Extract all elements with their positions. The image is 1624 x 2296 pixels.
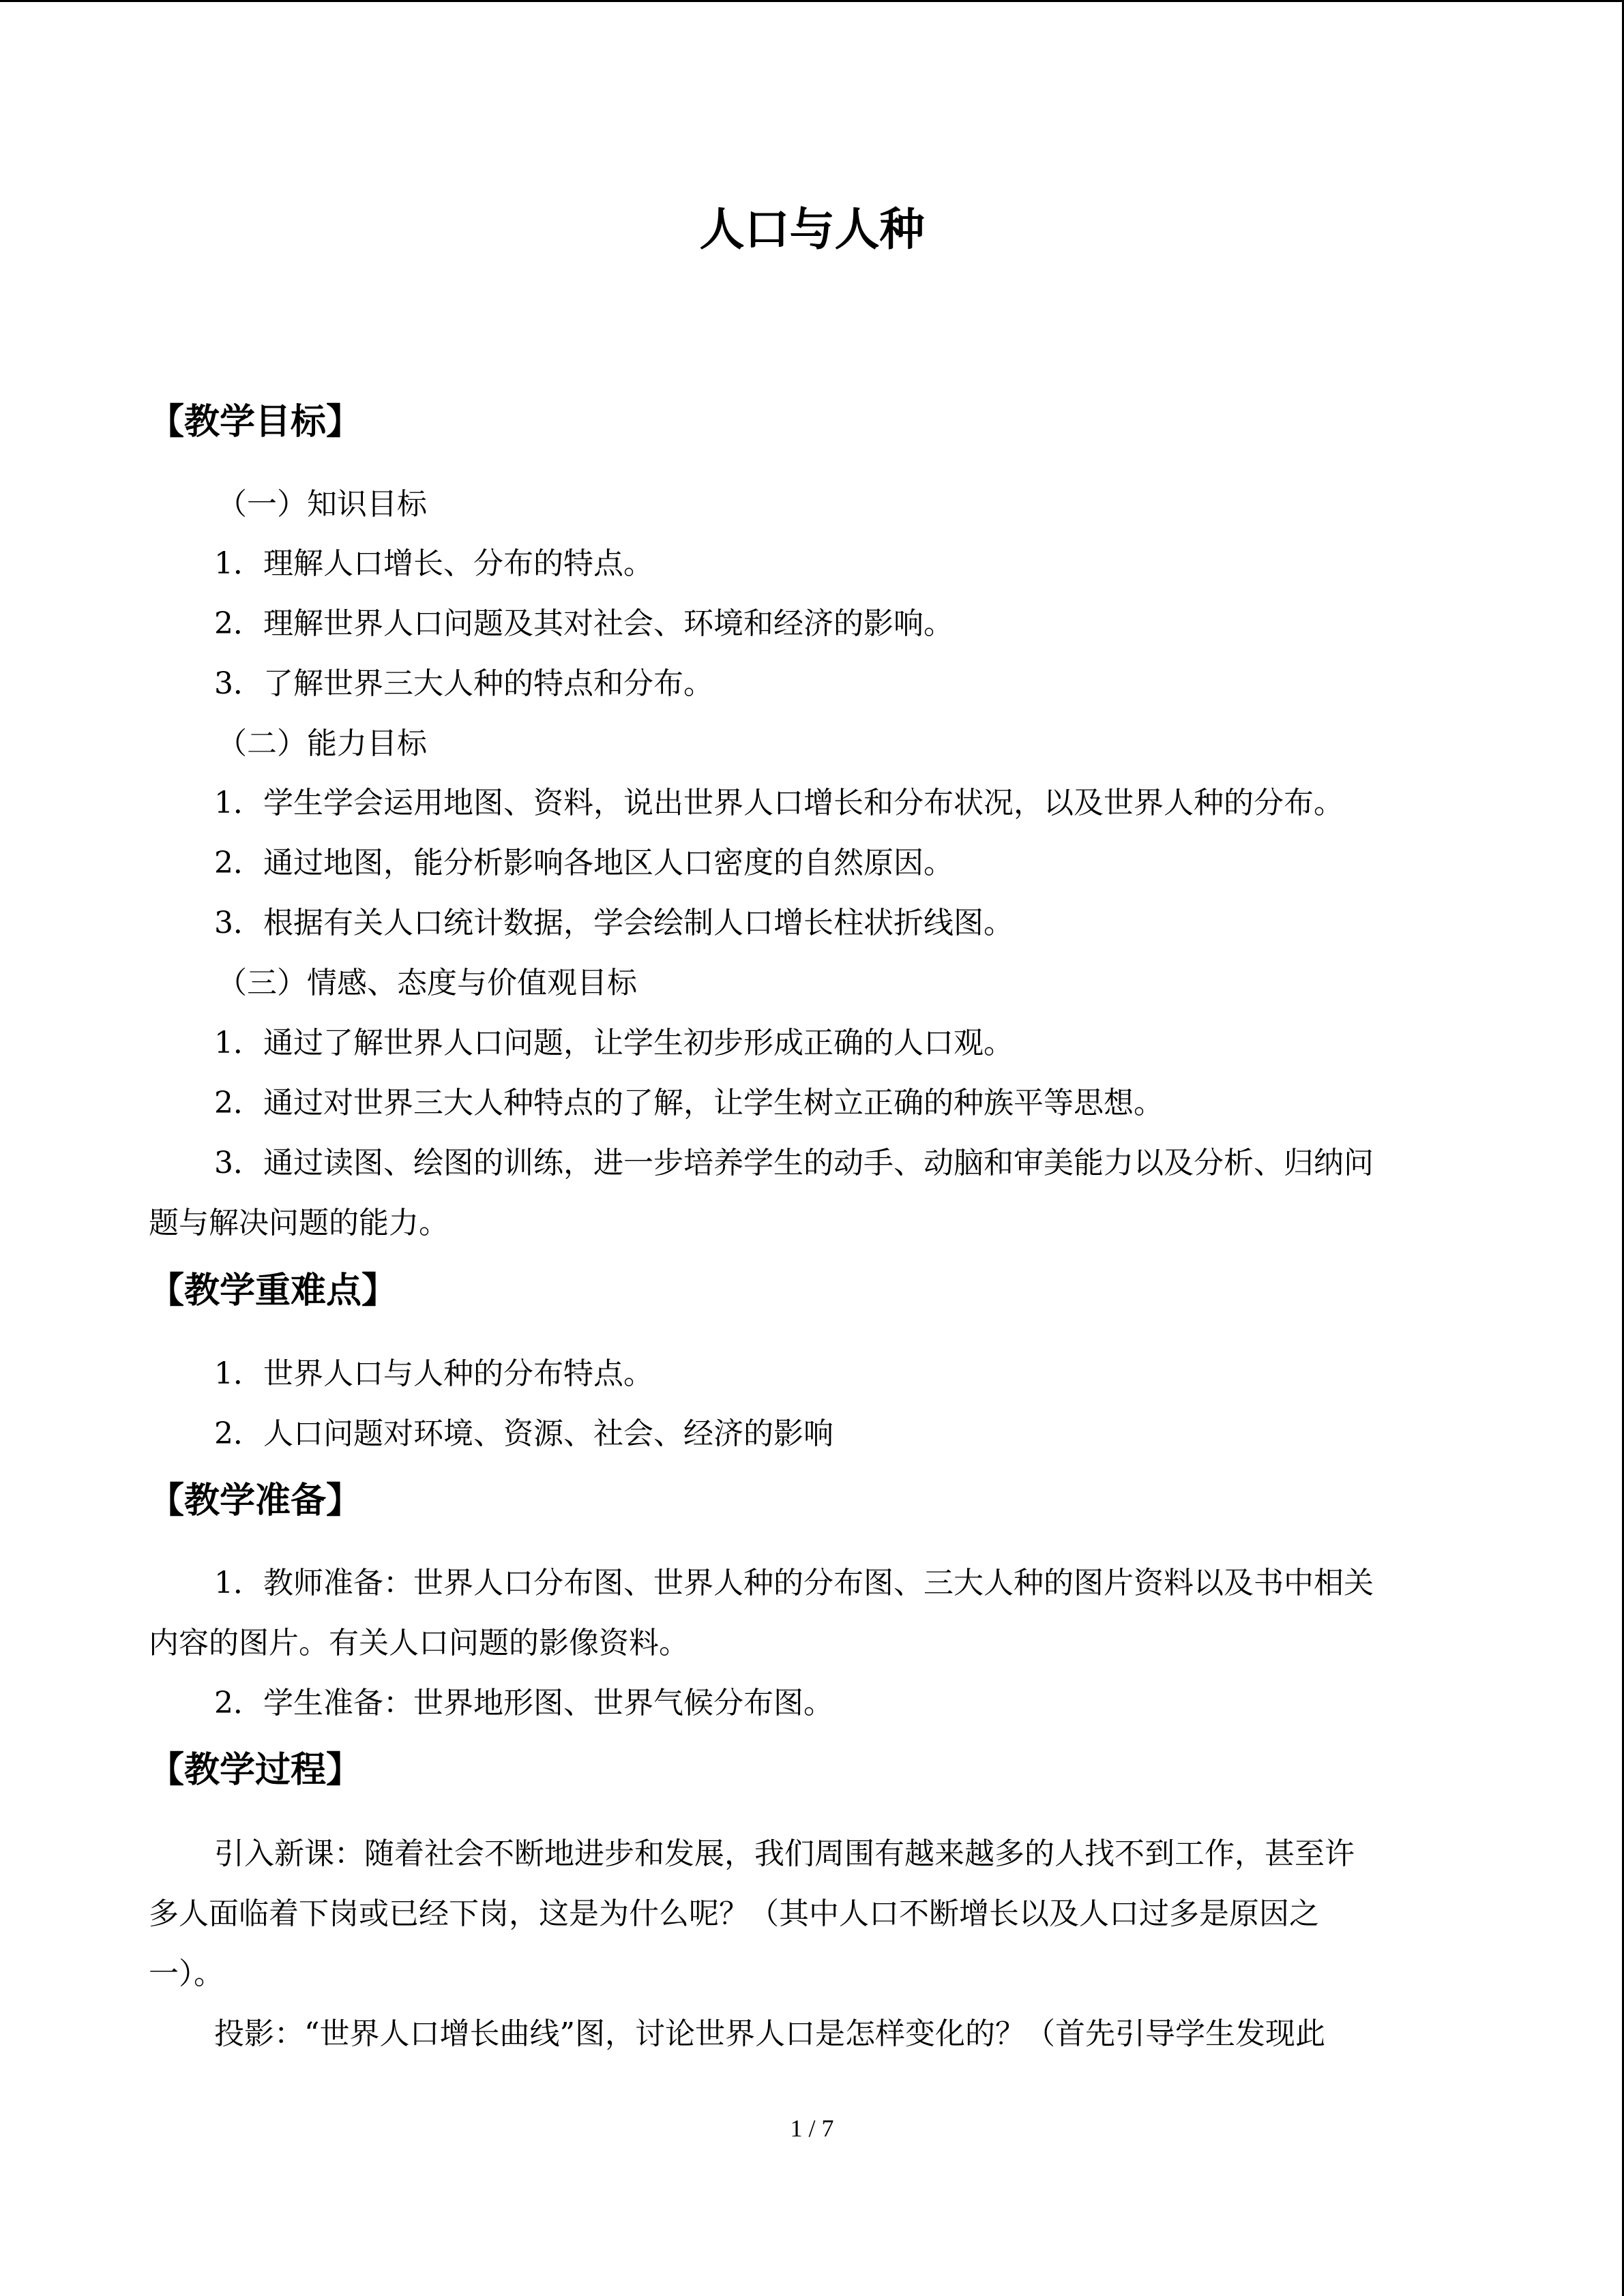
- list-item: 1．世界人口与人种的分布特点。: [214, 1356, 653, 1391]
- paragraph-line: 一）。: [149, 1956, 224, 1991]
- document-title: 人口与人种: [699, 203, 925, 256]
- ability-objectives-label: （二）能力目标: [217, 726, 427, 761]
- list-item: 1．通过了解世界人口问题，让学生初步形成正确的人口观。: [214, 1026, 1014, 1060]
- list-item: 1．学生学会运用地图、资料，说出世界人口增长和分布状况，以及世界人种的分布。: [214, 786, 1344, 820]
- list-item: 2．理解世界人口问题及其对社会、环境和经济的影响。: [214, 606, 954, 641]
- paragraph-line: 1．教师准备：世界人口分布图、世界人种的分布图、三大人种的图片资料以及书中相关: [214, 1566, 1374, 1600]
- paragraph-line: 多人面临着下岗或已经下岗，这是为什么呢？（其中人口不断增长以及人口过多是原因之: [149, 1896, 1319, 1931]
- knowledge-objectives-label: （一）知识目标: [217, 487, 427, 522]
- paragraph-line: 引入新课：随着社会不断地进步和发展，我们周围有越来越多的人找不到工作，甚至许: [214, 1836, 1355, 1871]
- paragraph-line: 投影：“世界人口增长曲线”图，讨论世界人口是怎样变化的？（首先引导学生发现此: [214, 2016, 1325, 2051]
- section-heading-process: 【教学过程】: [149, 1749, 362, 1791]
- list-item: 1．理解人口增长、分布的特点。: [214, 546, 653, 581]
- section-heading-objectives: 【教学目标】: [149, 401, 362, 443]
- page-number: 1 / 7: [790, 2115, 834, 2142]
- list-item: 2．通过对世界三大人种特点的了解，让学生树立正确的种族平等思想。: [214, 1086, 1164, 1120]
- paragraph-line: 内容的图片。有关人口问题的影像资料。: [149, 1626, 689, 1660]
- list-item: 3．通过读图、绘图的训练，进一步培养学生的动手、动脑和审美能力以及分析、归纳问: [214, 1146, 1374, 1180]
- list-item: 3．了解世界三大人种的特点和分布。: [214, 666, 713, 701]
- section-heading-preparation: 【教学准备】: [149, 1480, 362, 1521]
- paragraph-line: 2．学生准备：世界地形图、世界气候分布图。: [214, 1686, 833, 1720]
- values-objectives-label: （三）情感、态度与价值观目标: [217, 966, 637, 1000]
- list-item: 2．人口问题对环境、资源、社会、经济的影响: [214, 1416, 833, 1451]
- section-heading-key-points: 【教学重难点】: [149, 1270, 398, 1311]
- list-item: 2．通过地图，能分析影响各地区人口密度的自然原因。: [214, 846, 954, 880]
- list-item-continuation: 题与解决问题的能力。: [149, 1206, 449, 1240]
- list-item: 3．根据有关人口统计数据，学会绘制人口增长柱状折线图。: [214, 906, 1014, 940]
